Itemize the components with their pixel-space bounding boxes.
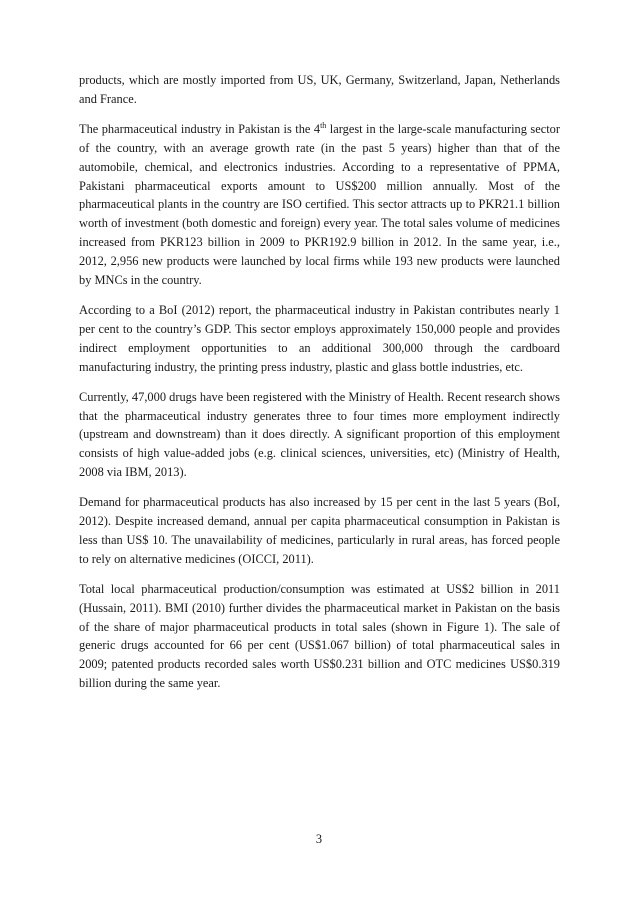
ordinal-superscript: th — [320, 120, 327, 130]
paragraph-6: Total local pharmaceutical production/consumption was estimated at US$2 billion in 2011 (Hussain, 2011). BMI (2010) further divides the pharmaceutical market in Pakistan on the basis of the share of major pharmaceutical products in total sales (shown in Figure 1). The sale of generic drugs accounted for 66 per cent (US$1.067 billion) of total pharmaceutical sales in 2009; patented products recorded sales worth US$0.231 billion and OTC medicines US$0.319 billion during the same year. — [79, 581, 560, 691]
paragraph-2 — [79, 120, 560, 290]
paragraph-4: Currently, 47,000 drugs have been registered with the Ministry of Health. Recent research shows that the pharmaceutical industry generates three to four times more employment indirectly (upstream and downstream) than it does directly. A significant proportion of this employment consists of high value-added jobs (e.g. clinical sciences, universities, etc) (Ministry of Health, 2008 via IBM, 2013). — [79, 389, 560, 480]
paragraph-2-rest: largest in the large-scale manufacturing sector of the country, with an average growth rate (in the past 5 years) higher than that of the automobile, chemical, and electronics industries. According to a representative of PPMA, Pakistani pharmaceutical exports amount to US$200 million annually. Most of the pharmaceutical plants in the country are ISO certified. This sector attracts up to PKR21.1 billion worth of investment (both domestic and foreign) every year. The total sales volume of medicines increased from PKR123 billion in 2009 to PKR192.9 billion in 2012. In the same year, i.e., 2012, 2,956 new products were launched by local firms while 193 new products were launched by MNCs in the country. — [79, 121, 560, 288]
document-body — [79, 71, 560, 704]
page-number: 3 — [315, 832, 323, 846]
paragraph-1: products, which are mostly imported from US, UK, Germany, Switzerland, Japan, Netherlands and France. — [79, 73, 560, 106]
paragraph-3: According to a BoI (2012) report, the pharmaceutical industry in Pakistan contributes nearly 1 per cent to the country’s GDP. This sector employs approximately 150,000 people and provides indirect employment opportunities to an additional 300,000 through the cardboard manufacturing industry, the printing press industry, plastic and glass bottle industries, etc. — [79, 302, 560, 374]
paragraph-2-start: The pharmaceutical industry in Pakistan is the 4 — [79, 121, 321, 136]
paragraph-5: Demand for pharmaceutical products has also increased by 15 per cent in the last 5 years (BoI, 2012). Despite increased demand, annual per capita pharmaceutical consumption in Pakistan is less than US$ 10. The unavailability of medicines, particularly in rural areas, has forced people to rely on alternative medicines (OICCI, 2011). — [79, 495, 560, 566]
